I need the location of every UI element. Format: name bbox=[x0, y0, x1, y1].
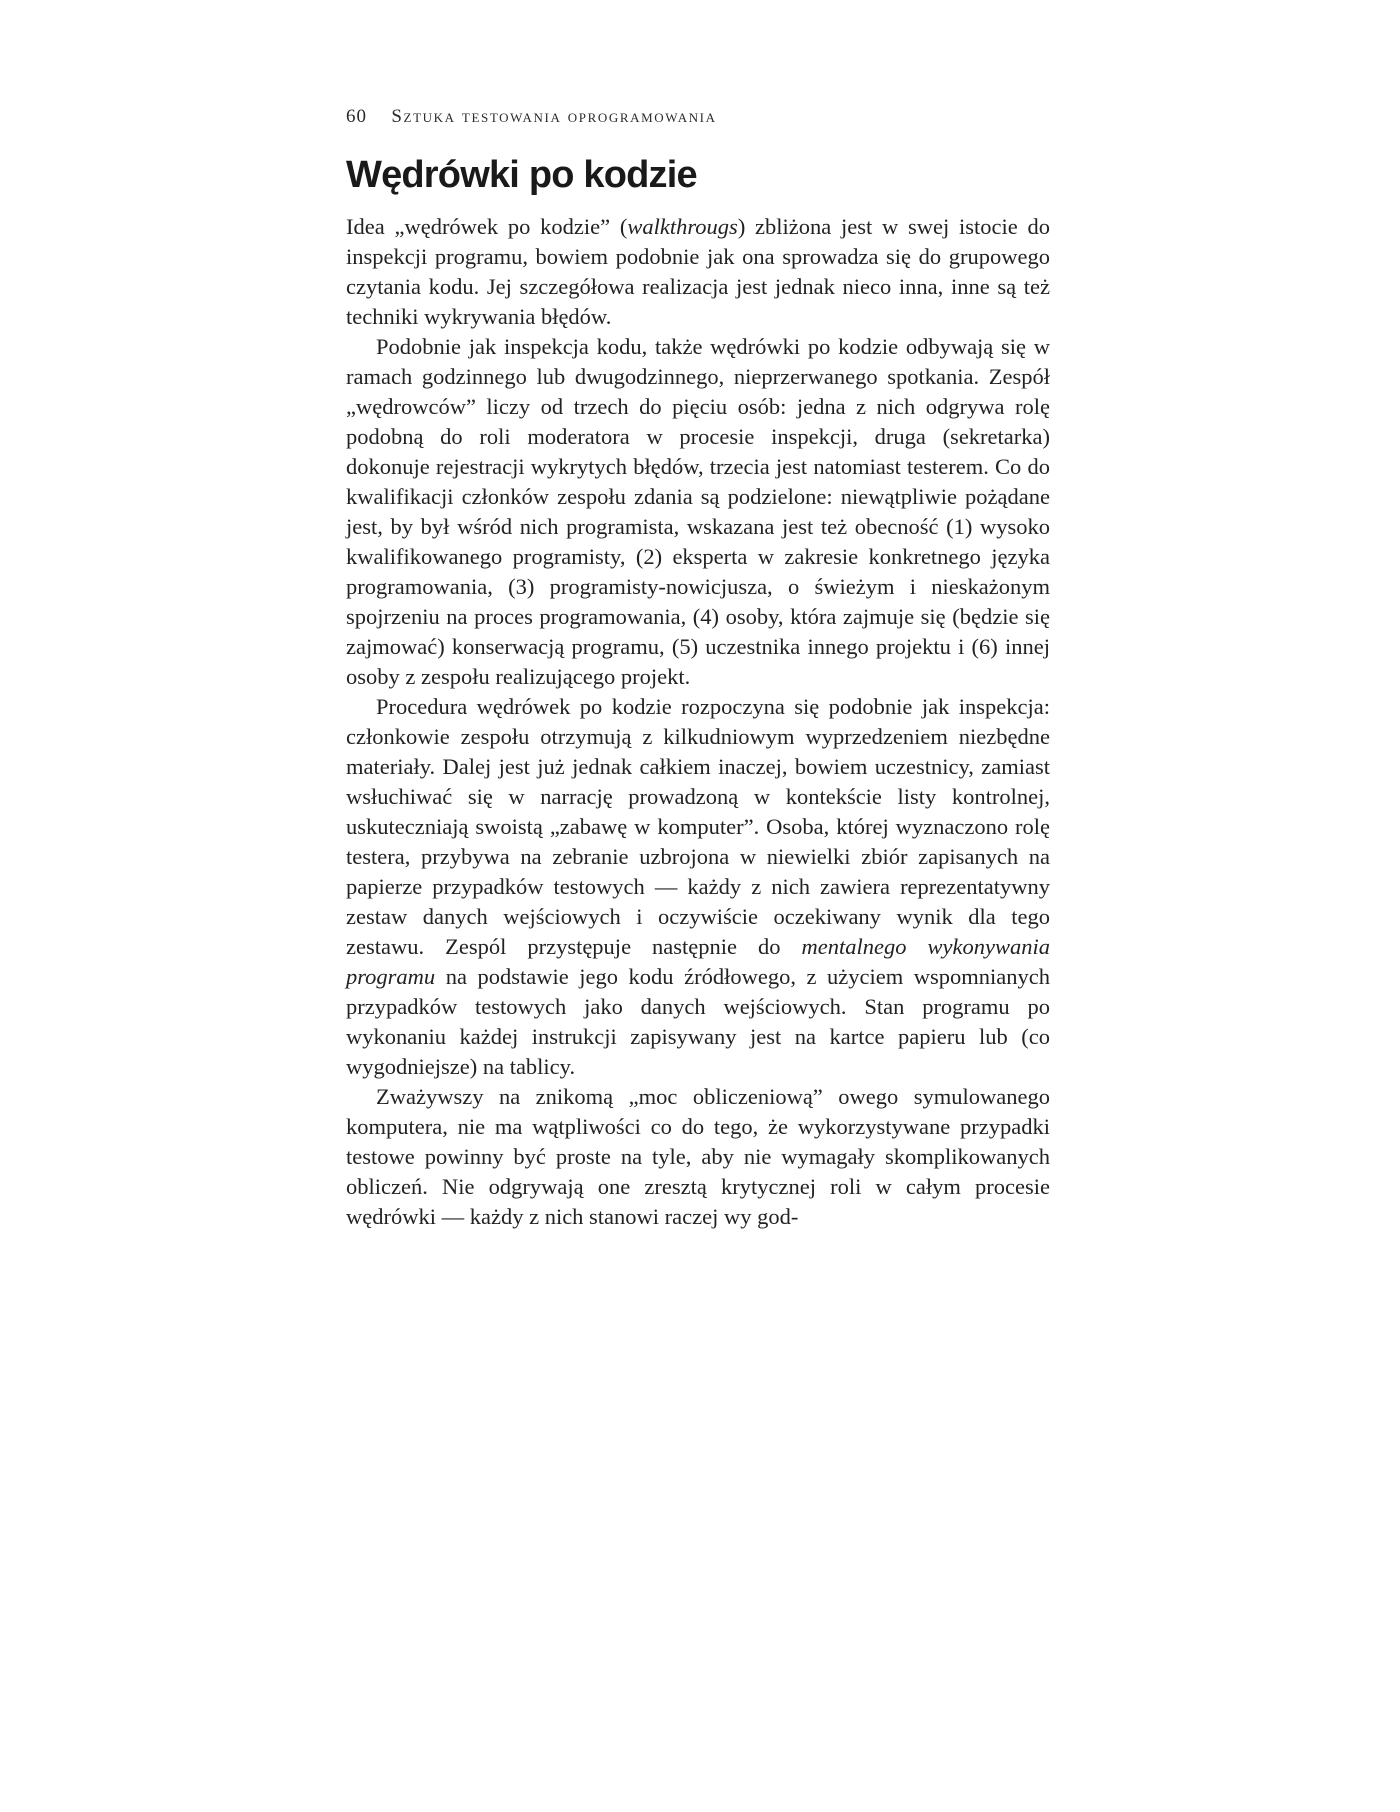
running-head bbox=[346, 100, 1050, 134]
book-page bbox=[346, 100, 1050, 1232]
section-title: Wędrówki po kodzie bbox=[346, 154, 697, 196]
paragraph-1-italic-term: walkthrougs bbox=[627, 214, 738, 239]
paragraph-3 bbox=[346, 692, 1050, 1082]
paragraph-3-italic-term: mentalnego wykonywania programu bbox=[346, 934, 1051, 989]
paragraph-1 bbox=[346, 212, 1050, 332]
paragraph-1-text-a: Idea „wędrówek po kodzie” ( bbox=[346, 214, 628, 239]
book-title: Sztuka testowania oprogramowania bbox=[391, 106, 717, 127]
paragraph-3-text-b: na podstawie jego kodu źródłowego, z użyciem wspomnianych przypadków testowych jako danych wejściowych. Stan programu po wykonaniu każdej instrukcji zapisywany jest na kartce papieru lub (co wygodniejsze) na tablicy. bbox=[346, 964, 1050, 1079]
page-number: 60 bbox=[346, 106, 367, 127]
paragraph-3-text-a: Procedura wędrówek po kodzie rozpoczyna się podobnie jak inspekcja: członkowie zespołu otrzymują z kilkudniowym wyprzedzeniem niezbędne materiały. Dalej jest już jednak całkiem inaczej, bowiem uczestnicy, zamiast wsłuchiwać się w narrację prowadzoną w kontekście listy kontrolnej, uskuteczniają swoistą „zabawę w komputer”. Osoba, której wyznaczono rolę testera, przybywa na zebranie uzbrojona w niewielki zbiór zapisanych na papierze przypadków testowych — każdy z nich zawiera reprezentatywny zestaw danych wejściowych i oczywiście oczekiwany wynik dla tego zestawu. Zespól przystępuje następnie do bbox=[346, 694, 1050, 959]
body-text bbox=[346, 212, 1050, 1232]
paragraph-2: Podobnie jak inspekcja kodu, także wędrówki po kodzie odbywają się w ramach godzinnego lub dwugodzinnego, nieprzerwanego spotkania. Zespół „wędrowców” liczy od trzech do pięciu osób: jedna z nich odgrywa rolę podobną do roli moderatora w procesie inspekcji, druga (sekretarka) dokonuje rejestracji wykrytych błędów, trzecia jest natomiast testerem. Co do kwalifikacji członków zespołu zdania są podzielone: niewątpliwie pożądane jest, by był wśród nich programista, wskazana jest też obecność (1) wysoko kwalifikowanego programisty, (2) eksperta w zakresie konkretnego języka programowania, (3) programisty-nowicjusza, o świeżym i nieskażonym spojrzeniu na proces programowania, (4) osoby, która zajmuje się (będzie się zajmować) konserwacją programu, (5) uczestnika innego projektu i (6) innej osoby z zespołu realizującego projekt. bbox=[346, 334, 1050, 689]
paragraph-1-text-b: ) zbliżona jest w swej istocie do inspekcji programu, bowiem podobnie jak ona sprowadza się do grupowego czytania kodu. Jej szczegółowa realizacja jest jednak nieco inna, inne są też techniki wykrywania błędów. bbox=[346, 214, 1050, 329]
paragraph-4: Zważywszy na znikomą „moc obliczeniową” owego symulowanego komputera, nie ma wątpliwości co do tego, że wykorzystywane przypadki testowe powinny być proste na tyle, aby nie wymagały skomplikowanych obliczeń. Nie odgrywają one zresztą krytycznej roli w całym procesie wędrówki — każdy z nich stanowi raczej wy god- bbox=[346, 1084, 1050, 1229]
